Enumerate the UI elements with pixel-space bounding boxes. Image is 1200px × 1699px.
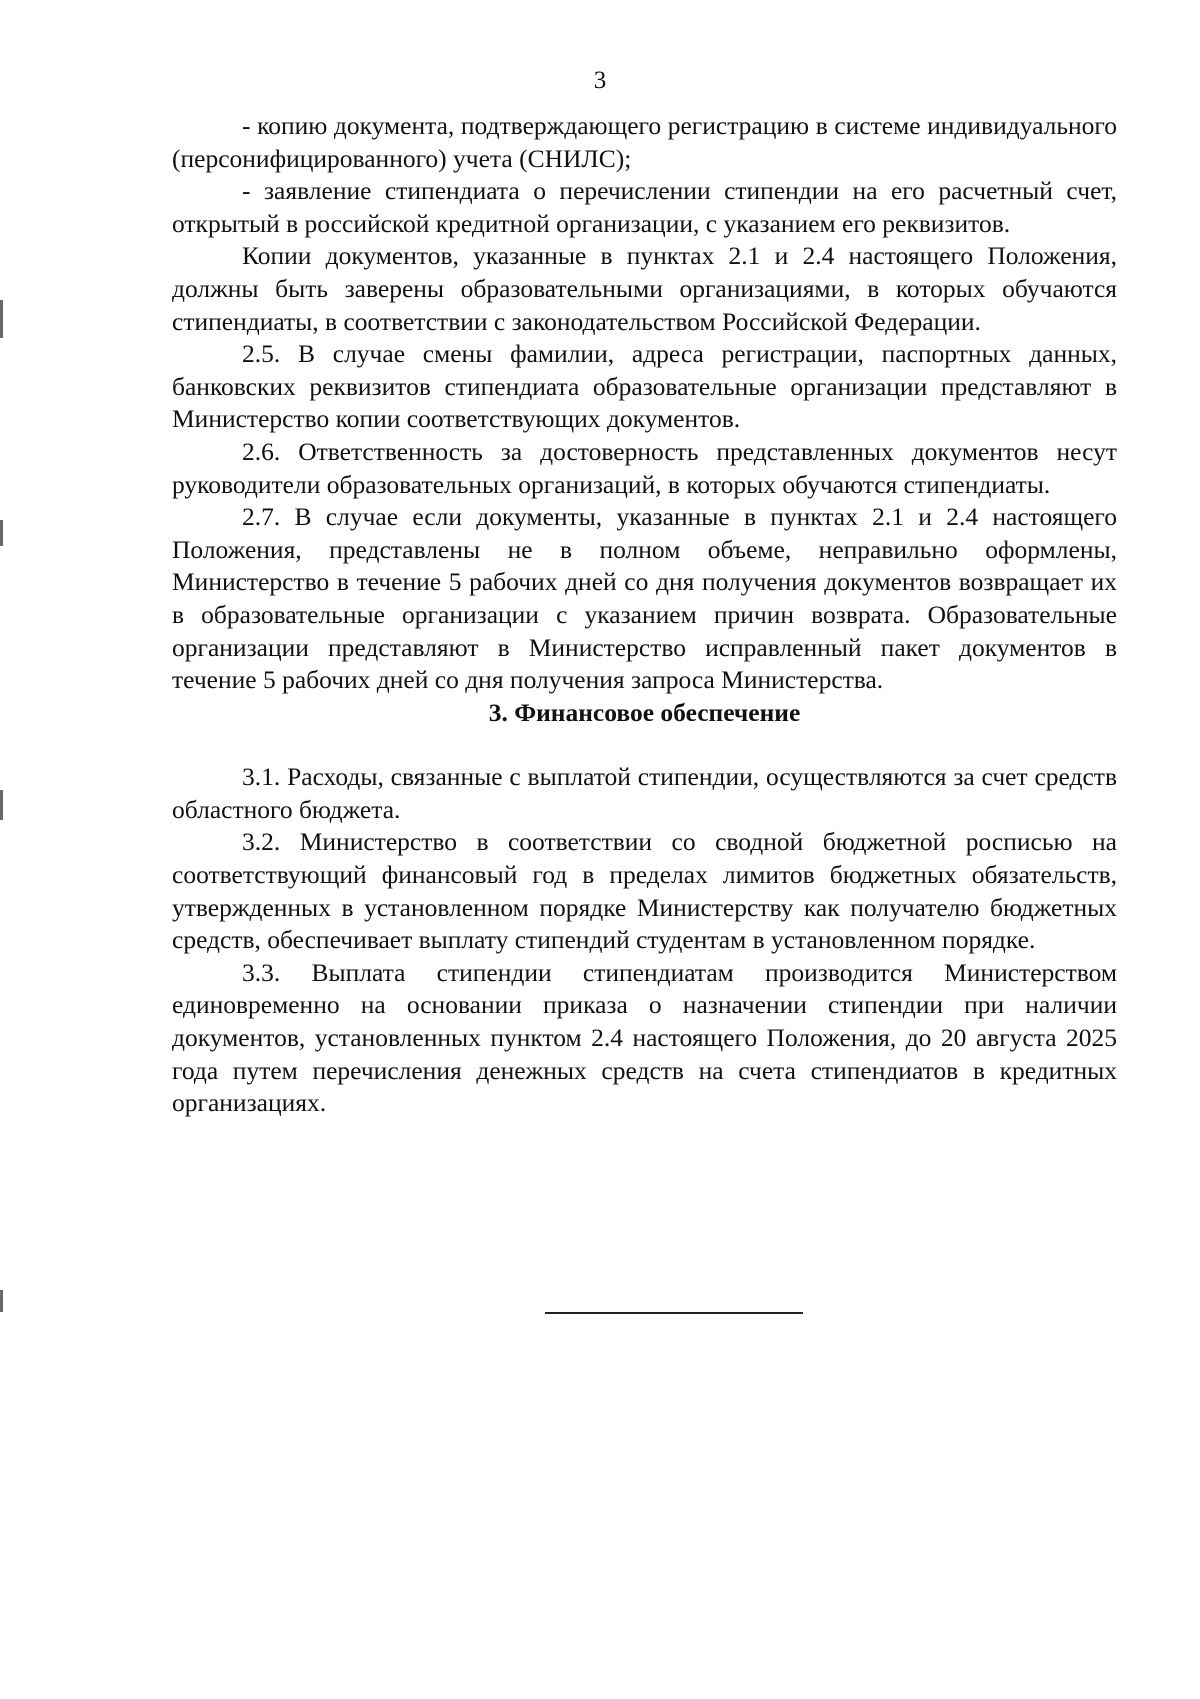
page-number: 3: [593, 67, 607, 94]
paragraph-snils: - копию документа, подтверждающего регистрацию в системе индивидуального (персонифицированного) учета (СНИЛС);: [172, 111, 1117, 173]
paragraph-2-7: 2.7. В случае если документы, указанные в пунктах 2.1 и 2.4 настоящего Положения, представлены не в полном объеме, неправильно оформлены, Министерство в течение 5 рабочих дней со дня получения документов возвращает их в образовательные организации с указанием причин возврата. Образовательные организации представляют в Министерство исправленный пакет документов в течение 5 рабочих дней со дня получения запроса Министерства.: [172, 502, 1117, 695]
section-heading: 3. Финансовое обеспечение: [488, 697, 801, 727]
document-body: [172, 110, 1117, 1120]
paragraph-copies: Копии документов, указанные в пунктах 2.1 и 2.4 настоящего Положения, должны быть заверены образовательными организациями, в которых обучаются стипендиаты, в соответствии с законодательством Российской Федерации.: [172, 241, 1117, 336]
paragraph-3-1: 3.1. Расходы, связанные с выплатой стипендии, осуществляются за счет средств областного бюджета.: [172, 762, 1117, 824]
paragraph-application: - заявление стипендиата о перечислении стипендии на его расчетный счет, открытый в российской кредитной организации, с указанием его реквизитов.: [172, 176, 1117, 238]
paragraph-3-3: 3.3. Выплата стипендии стипендиатам производится Министерством единовременно на основании приказа о назначении стипендии при наличии документов, установленных пунктом 2.4 настоящего Положения, до 20 августа 2025 года путем перечисления денежных средств на счета стипендиатов в кредитных организациях.: [172, 957, 1117, 1118]
scan-edge-mark: [0, 300, 3, 338]
scan-edge-mark: [0, 520, 3, 546]
scan-edge-mark: [0, 1290, 3, 1312]
paragraph-3-2: 3.2. Министерство в соответствии со сводной бюджетной росписью на соответствующий финансовый год в пределах лимитов бюджетных обязательств, утвержденных в установленном порядке Министерству как получателю бюджетных средств, обеспечивает выплату стипендий студентам в установленном порядке.: [172, 827, 1117, 955]
paragraph-2-5: 2.5. В случае смены фамилии, адреса регистрации, паспортных данных, банковских реквизитов стипендиата образовательные организации представляют в Министерство копии соответствующих документов.: [172, 339, 1117, 434]
scan-edge-mark: [0, 790, 3, 820]
paragraph-2-6: 2.6. Ответственность за достоверность представленных документов несут руководители образовательных организаций, в которых обучаются стипендиаты.: [172, 436, 1117, 499]
end-rule: [545, 1312, 803, 1314]
